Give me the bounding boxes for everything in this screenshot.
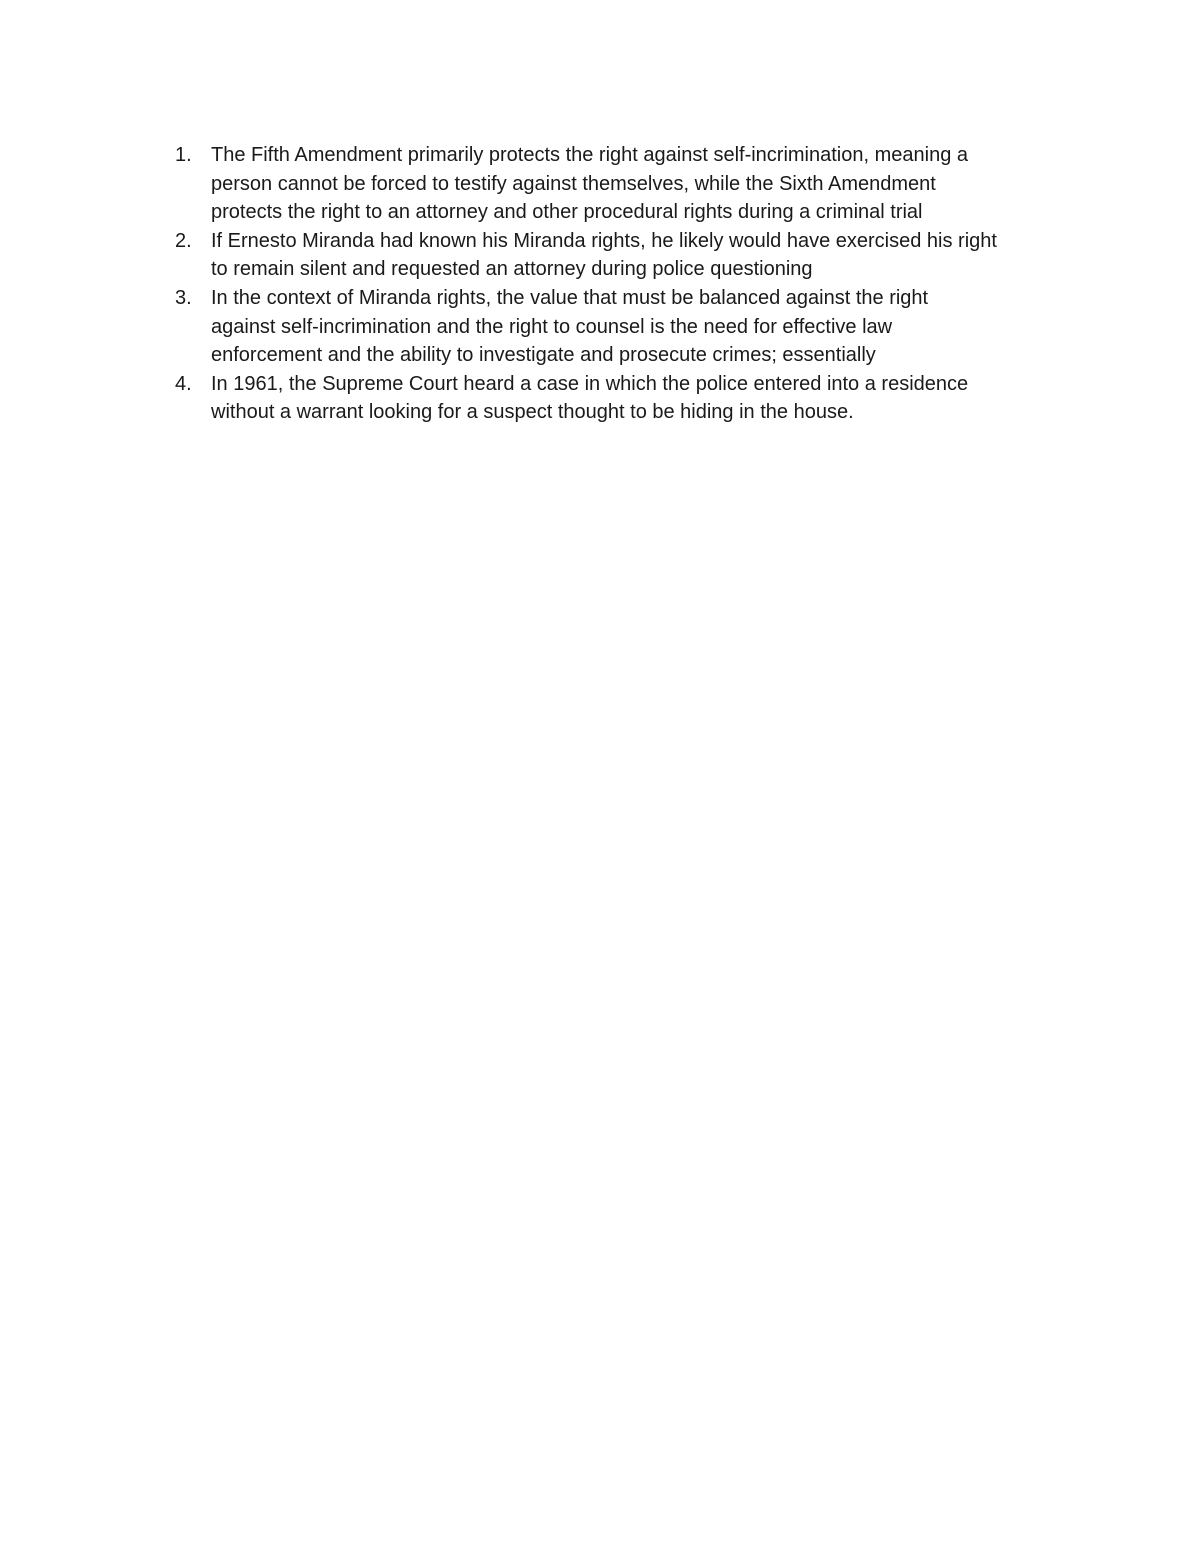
- item-number: 1.: [175, 144, 192, 166]
- item-text-line: In the context of Miranda rights, the value that must be balanced against the right: [211, 286, 929, 309]
- item-text-line: against self-incrimination and the right to counsel is the need for effective law: [211, 315, 893, 338]
- list-item: [172, 141, 1072, 227]
- item-text-line: person cannot be forced to testify against themselves, while the Sixth Amendment: [211, 172, 936, 195]
- item-text-line: to remain silent and requested an attorney during police questioning: [211, 258, 813, 281]
- item-text-line: enforcement and the ability to investigate and prosecute crimes; essentially: [211, 344, 876, 367]
- list-item: [172, 370, 1072, 427]
- item-text-line: without a warrant looking for a suspect thought to be hiding in the house.: [211, 401, 854, 424]
- item-text-line: If Ernesto Miranda had known his Miranda rights, he likely would have exercised his right: [211, 229, 997, 252]
- item-text-line: The Fifth Amendment primarily protects the right against self-incrimination, meaning a: [211, 144, 969, 166]
- item-number: 3.: [175, 286, 192, 309]
- item-text-line: protects the right to an attorney and other procedural rights during a criminal trial: [211, 201, 923, 224]
- answer-list: [172, 141, 1072, 427]
- item-text-line: In 1961, the Supreme Court heard a case in which the police entered into a residence: [211, 372, 969, 395]
- item-number: 2.: [175, 229, 192, 252]
- list-item: [172, 227, 1072, 284]
- list-item: [172, 284, 1072, 370]
- item-number: 4.: [175, 372, 192, 395]
